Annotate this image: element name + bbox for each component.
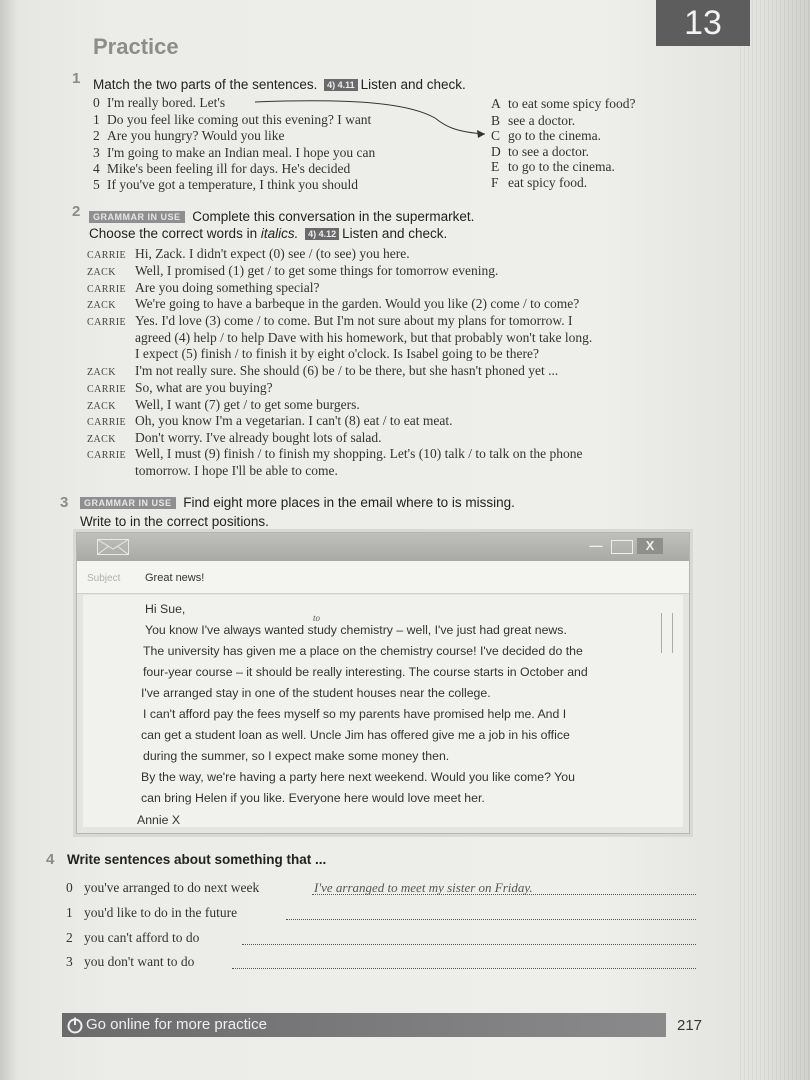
line-text: Are you doing something special? — [135, 280, 320, 295]
exercise-1-listen-text: Listen and check. — [360, 77, 466, 92]
speaker-name: ZACK — [87, 434, 116, 445]
handwritten-answer: I've arranged to meet my sister on Friday. — [314, 880, 533, 895]
conversation-line — [87, 379, 273, 397]
item-number: 3 — [66, 954, 73, 969]
exercise-2-instruction-1 — [89, 209, 474, 224]
item-prompt: you don't want to do — [84, 954, 195, 969]
conversation-line — [87, 412, 453, 430]
item-text: go to the cinema. — [508, 128, 601, 143]
item-text: to go to the cinema. — [508, 159, 615, 174]
email-line: The university has given me a place on the chemistry course! I've decided do the — [143, 644, 583, 658]
page-number: 217 — [677, 1017, 703, 1034]
email-line: can bring Helen if you like. Everyone here would love meet her. — [141, 791, 485, 805]
answer-line[interactable] — [242, 932, 696, 945]
page-edge-texture — [740, 0, 810, 1080]
exercise-2-italics-word: italics. — [260, 226, 299, 241]
grammar-in-use-badge: GRAMMAR IN USE — [89, 211, 185, 223]
exercise-2-number: 2 — [72, 203, 81, 220]
email-line: I can't afford pay the fees myself so my parents have promised help me. And I — [143, 707, 567, 721]
conversation-line — [87, 245, 410, 263]
match-right-item — [491, 113, 575, 129]
exercise-1-instruction — [93, 77, 466, 92]
email-line: four-year course – it should be really interesting. The course starts in October and — [143, 665, 588, 679]
line-text: Well, I must (9) finish / to finish my shopping. Let's (10) talk / to talk on the phone — [135, 446, 583, 461]
email-line: can get a student loan as well. Uncle Jim has offered give me a job in his office — [141, 728, 570, 742]
match-right-item — [491, 159, 615, 175]
speaker-name: CARRIE — [87, 284, 127, 295]
item-text: to eat some spicy food? — [508, 96, 636, 111]
match-left-item — [93, 145, 375, 161]
close-button[interactable]: X — [637, 538, 663, 554]
email-subject: Great news! — [145, 572, 205, 584]
item-letter: E — [491, 159, 500, 174]
writing-item — [66, 880, 259, 896]
item-letter: D — [491, 144, 501, 159]
grammar-in-use-badge: GRAMMAR IN USE — [80, 497, 176, 509]
exercise-2-instruction-2 — [89, 226, 447, 241]
exercise-1-number: 1 — [72, 70, 81, 87]
audio-track-icon: 4) 4.11 — [324, 79, 358, 91]
item-number: 1 — [93, 112, 100, 127]
writing-item — [66, 930, 199, 946]
writing-item — [66, 905, 237, 921]
conversation-line — [87, 295, 579, 313]
email-line: Annie X — [137, 813, 181, 827]
speaker-name: CARRIE — [87, 417, 127, 428]
item-letter: C — [491, 128, 501, 143]
email-line: during the summer, so I expect make some money then. — [143, 749, 450, 763]
online-practice-label: Go online for more practice — [86, 1016, 267, 1033]
exercise-2-instruction-text: Complete this conversation in the supermarket. — [192, 209, 475, 224]
exercise-4-instruction: Write sentences about something that ... — [67, 852, 327, 867]
page-title: Practice — [93, 34, 179, 59]
item-text: Do you feel like coming out this evening? I want — [107, 112, 372, 127]
answer-line[interactable] — [312, 882, 696, 895]
item-number: 2 — [66, 930, 73, 945]
conversation-line — [87, 312, 573, 330]
match-right-item — [491, 96, 635, 112]
conversation-line — [87, 362, 558, 380]
item-text: I'm really bored. Let's — [107, 95, 226, 110]
writing-item — [66, 954, 194, 970]
item-letter: F — [491, 175, 499, 190]
conversation-line — [87, 262, 498, 280]
item-number: 4 — [93, 161, 100, 176]
line-text: Yes. I'd love (3) come / to come. But I'm not sure about my plans for tomorrow. I — [135, 313, 573, 328]
exercise-1-instruction-text: Match the two parts of the sentences. — [93, 77, 318, 92]
item-text: Mike's been feeling ill for days. He's decided — [107, 161, 351, 176]
match-left-item — [93, 95, 225, 111]
match-left-item — [93, 177, 358, 193]
line-text: I'm not really sure. She should (6) be / to be there, but she hasn't phoned yet ... — [135, 363, 559, 378]
exercise-3-instruction-text: Find eight more places in the email where to is missing. — [183, 495, 515, 510]
audio-track-icon: 4) 4.12 — [305, 228, 339, 240]
exercise-3-number: 3 — [60, 494, 69, 511]
email-line: Hi Sue, — [145, 602, 186, 616]
exercise-3-instruction-2: Write to in the correct positions. — [80, 514, 269, 529]
matching-arrow-lines — [240, 96, 500, 146]
speaker-name: CARRIE — [87, 317, 127, 328]
speaker-name: CARRIE — [87, 250, 127, 261]
email-window — [76, 532, 690, 834]
line-text: Oh, you know I'm a vegetarian. I can't (8) eat / to eat meat. — [135, 413, 453, 428]
exercise-4-number: 4 — [46, 851, 55, 868]
power-icon — [66, 1016, 84, 1034]
speaker-name: CARRIE — [87, 384, 127, 395]
item-text: eat spicy food. — [508, 175, 588, 190]
maximize-button[interactable] — [611, 540, 633, 554]
item-number: 0 — [66, 880, 73, 895]
line-text: tomorrow. I hope I'll be able to come. — [135, 463, 338, 478]
speaker-name: ZACK — [87, 367, 116, 378]
email-line: I've arranged stay in one of the student houses near the college. — [141, 686, 491, 700]
item-letter: B — [491, 113, 501, 128]
item-text: If you've got a temperature, I think you should — [107, 177, 358, 192]
online-practice-banner[interactable] — [62, 1013, 666, 1037]
line-text: Don't worry. I've already bought lots of salad. — [135, 430, 382, 445]
item-number: 3 — [93, 145, 100, 160]
arrow-head-icon — [477, 130, 485, 138]
item-text: I'm going to make an Indian meal. I hope you can — [107, 145, 376, 160]
subject-label: Subject — [87, 573, 121, 584]
conversation-line — [87, 462, 338, 480]
item-number: 5 — [93, 177, 100, 192]
exercise-2-listen-text: Listen and check. — [342, 226, 448, 241]
unit-number: 13 — [656, 0, 750, 46]
match-right-item — [491, 144, 589, 160]
scrollbar[interactable] — [661, 613, 673, 653]
item-prompt: you can't afford to do — [84, 930, 200, 945]
speaker-name: ZACK — [87, 300, 116, 311]
answer-line[interactable] — [286, 907, 696, 920]
item-number: 1 — [66, 905, 73, 920]
item-prompt: you've arranged to do next week — [84, 880, 260, 895]
item-letter: A — [491, 96, 501, 111]
envelope-icon — [97, 539, 129, 555]
line-text: We're going to have a barbeque in the garden. Would you like (2) come / to come? — [135, 296, 580, 311]
speaker-name: ZACK — [87, 267, 116, 278]
email-body — [83, 595, 683, 827]
match-left-item — [93, 161, 350, 177]
line-text: Hi, Zack. I didn't expect (0) see / (to see) you here. — [135, 246, 410, 261]
speaker-name: CARRIE — [87, 450, 127, 461]
item-text: Are you hungry? Would you like — [107, 128, 285, 143]
item-prompt: you'd like to do in the future — [84, 905, 238, 920]
item-text: see a doctor. — [508, 113, 576, 128]
line-text: I expect (5) finish / to finish it by eight o'clock. Is Isabel going to be there? — [135, 346, 539, 361]
line-text: So, what are you buying? — [135, 380, 273, 395]
exercise-3-instruction-1 — [80, 495, 515, 510]
match-right-item — [491, 128, 601, 144]
line-text: Well, I promised (1) get / to get some things for tomorrow evening. — [135, 263, 499, 278]
line-text: agreed (4) help / to help Dave with his homework, but that probably won't take long. — [135, 330, 593, 345]
match-line-0-c — [255, 101, 485, 134]
item-number: 0 — [93, 95, 100, 110]
answer-line[interactable] — [232, 956, 696, 969]
match-right-item — [491, 175, 587, 191]
speaker-name: ZACK — [87, 401, 116, 412]
exercise-2-instruction-2-text: Choose the correct words in — [89, 226, 258, 241]
email-subject-row — [77, 561, 689, 594]
item-text: to see a doctor. — [508, 144, 589, 159]
handwritten-annotation: to — [313, 613, 321, 623]
email-line: By the way, we're having a party here next weekend. Would you like come? You — [141, 770, 575, 784]
line-text: Well, I want (7) get / to get some burgers. — [135, 397, 360, 412]
item-number: 2 — [93, 128, 100, 143]
email-line: You know I've always wanted study chemistry – well, I've just had great news. — [145, 623, 567, 637]
conversation-line — [87, 345, 539, 363]
email-title-bar — [77, 533, 689, 561]
conversation-line — [87, 445, 583, 463]
minimize-button[interactable]: — — [589, 538, 603, 553]
